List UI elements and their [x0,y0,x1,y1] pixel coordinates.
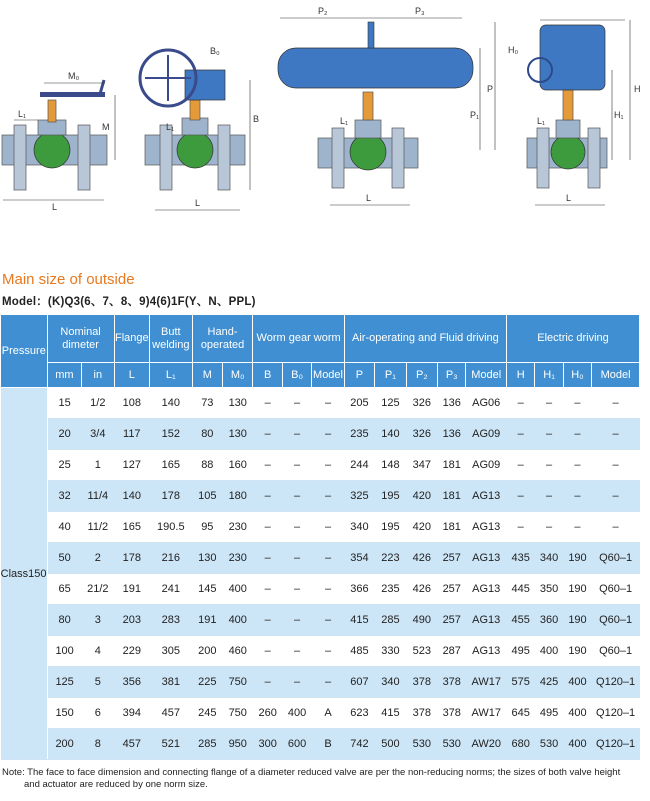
subheader-cell: H [507,363,535,388]
table-cell: 95 [192,512,222,543]
table-cell: 415 [344,605,374,636]
subheader-cell: H₀ [563,363,591,388]
dim-b: B [253,114,260,124]
table-cell: 165 [150,450,193,481]
table-cell: 400 [282,698,311,729]
table-cell: 190 [563,636,591,667]
table-cell: 178 [150,481,193,512]
table-cell: Q60–1 [592,605,640,636]
table-cell: 623 [344,698,374,729]
table-row [1,729,640,760]
table-cell: 245 [192,698,222,729]
worm-gear-drawing [140,46,259,210]
table-cell: – [535,419,563,450]
table-cell: 230 [223,543,253,574]
table-cell: – [592,388,640,419]
table-cell: 495 [507,636,535,667]
table-cell: 181 [438,512,466,543]
table-cell: 394 [114,698,149,729]
table-cell: 181 [438,481,466,512]
table-cell: 326 [406,419,437,450]
dim-p3: P₃ [415,6,425,16]
subheader-cell: Model [312,363,344,388]
table-cell: – [507,388,535,419]
table-cell: – [253,667,282,698]
table-cell: – [282,481,311,512]
table-cell: 80 [47,605,81,636]
table-cell: – [282,605,311,636]
footnote-line-1: Note: The face to face dimension and connecting flange of a diameter reduced valve are per the non-reducing norms; the sizes of both valve height [2,767,621,778]
table-cell: 40 [47,512,81,543]
table-row [1,574,640,605]
table-cell: 257 [438,574,466,605]
dim-l1: L₁ [166,122,175,132]
table-cell: – [312,574,344,605]
table-cell: AG09 [466,450,507,481]
electric-drawing [508,20,641,205]
table-cell: 8 [82,729,114,760]
table-cell: 485 [344,636,374,667]
table-cell: – [563,481,591,512]
table-cell: 378 [406,667,437,698]
table-cell: 400 [563,729,591,760]
table-cell: AG06 [466,388,507,419]
hand-operated-drawing [2,71,115,212]
subheader-cell: B₀ [282,363,311,388]
table-cell: 457 [150,698,193,729]
table-cell: 523 [406,636,437,667]
table-cell: – [253,605,282,636]
table-cell: – [253,481,282,512]
table-cell: – [253,543,282,574]
dim-p: P [487,84,494,94]
table-row [1,636,640,667]
dimension-table [0,314,640,760]
table-cell: – [507,450,535,481]
table-cell: 15 [47,388,81,419]
table-cell: 260 [253,698,282,729]
table-cell: 229 [114,636,149,667]
table-cell: AG13 [466,605,507,636]
model-line: Model：(K)Q3(6、7、8、9)4(6)1F(Y、N、PPL) [2,296,256,308]
dim-l: L [52,202,58,212]
header-air: Air-operating and Fluid driving [344,315,506,363]
table-cell: – [282,574,311,605]
table-cell: 244 [344,450,374,481]
table-cell: 241 [150,574,193,605]
table-cell: 190.5 [150,512,193,543]
dim-p2: P₂ [318,6,328,16]
table-cell: AW17 [466,698,507,729]
table-cell: 347 [406,450,437,481]
table-cell: 190 [563,543,591,574]
table-cell: 178 [114,543,149,574]
table-cell: 117 [114,419,149,450]
subheader-cell: M [192,363,222,388]
table-cell: 25 [47,450,81,481]
table-cell: 257 [438,605,466,636]
table-cell: 11/2 [82,512,114,543]
table-cell: 400 [223,605,253,636]
dim-m: M [102,122,110,132]
table-cell: 203 [114,605,149,636]
table-cell: – [282,512,311,543]
table-cell: 6 [82,698,114,729]
table-cell: 50 [47,543,81,574]
table-cell: AW20 [466,729,507,760]
subheader-cell: B [253,363,282,388]
dim-m0: M₀ [68,71,80,81]
footnote [2,767,647,791]
table-cell: 340 [535,543,563,574]
table-cell: – [282,543,311,574]
table-cell: 680 [507,729,535,760]
table-row [1,419,640,450]
table-cell: 490 [406,605,437,636]
table-cell: Q60–1 [592,574,640,605]
table-cell: – [312,636,344,667]
table-cell: 88 [192,450,222,481]
table-cell: – [535,388,563,419]
table-cell: 378 [438,667,466,698]
table-cell: – [507,512,535,543]
table-cell: 140 [150,388,193,419]
table-cell: – [563,450,591,481]
subheader-cell: in [82,363,114,388]
table-cell: 136 [438,388,466,419]
subheader-cell: P₁ [375,363,406,388]
table-cell: – [312,512,344,543]
table-row [1,698,640,729]
table-cell: Q60–1 [592,636,640,667]
table-cell: 20 [47,419,81,450]
subheader-cell: L [114,363,149,388]
table-cell: 378 [438,698,466,729]
table-cell: – [563,512,591,543]
table-cell: 195 [375,481,406,512]
table-cell: 73 [192,388,222,419]
table-cell: 165 [114,512,149,543]
table-cell: – [253,574,282,605]
table-cell: 191 [192,605,222,636]
table-cell: 1 [82,450,114,481]
subheader-cell: H₁ [535,363,563,388]
table-cell: 108 [114,388,149,419]
table-cell: AG13 [466,512,507,543]
table-cell: – [282,419,311,450]
table-cell: 130 [223,419,253,450]
table-cell: 1/2 [82,388,114,419]
table-cell: 607 [344,667,374,698]
table-cell: – [563,388,591,419]
table-cell: 3 [82,605,114,636]
table-cell: 530 [406,729,437,760]
subheader-cell: Model [466,363,507,388]
header-flange: Flange [114,315,149,363]
table-cell: 950 [223,729,253,760]
table-cell: 300 [253,729,282,760]
table-cell: AW17 [466,667,507,698]
pressure-class: Class150 [1,388,48,760]
table-cell: – [535,512,563,543]
table-cell: 415 [375,698,406,729]
table-cell: 205 [344,388,374,419]
dim-l1: L₁ [537,116,546,126]
dim-l: L [566,193,572,203]
table-cell: 356 [114,667,149,698]
table-cell: 230 [223,512,253,543]
table-cell: 420 [406,481,437,512]
table-row [1,543,640,574]
table-cell: – [312,419,344,450]
table-cell: 200 [192,636,222,667]
table-cell: 366 [344,574,374,605]
table-cell: 530 [438,729,466,760]
section-title: Main size of outside [2,271,135,288]
subheader-cell: P [344,363,374,388]
table-cell: 742 [344,729,374,760]
table-row [1,388,640,419]
table-cell: 223 [375,543,406,574]
dim-l: L [195,198,201,208]
table-cell: 65 [47,574,81,605]
subheader-cell: M₀ [223,363,253,388]
table-cell: 750 [223,667,253,698]
table-cell: 400 [563,667,591,698]
table-cell: 235 [344,419,374,450]
table-cell: – [563,419,591,450]
table-cell: AG13 [466,481,507,512]
table-cell: 100 [47,636,81,667]
table-cell: 340 [344,512,374,543]
table-cell: – [592,481,640,512]
table-cell: 140 [375,419,406,450]
subheader-cell: Model [592,363,640,388]
table-row [1,512,640,543]
table-cell: 287 [438,636,466,667]
table-cell: 750 [223,698,253,729]
table-cell: – [535,450,563,481]
table-row [1,667,640,698]
table-cell: 148 [375,450,406,481]
table-cell: 400 [535,636,563,667]
table-cell: 225 [192,667,222,698]
table-cell: 460 [223,636,253,667]
header-hand: Hand-operated [192,315,253,363]
table-cell: – [312,481,344,512]
subheader-cell: P₂ [406,363,437,388]
table-cell: B [312,729,344,760]
table-cell: 500 [375,729,406,760]
table-cell: 190 [563,605,591,636]
header-nominal: Nominal dimeter [47,315,114,363]
table-cell: 521 [150,729,193,760]
table-cell: 285 [375,605,406,636]
table-cell: – [312,667,344,698]
table-cell: 195 [375,512,406,543]
table-cell: Q120–1 [592,698,640,729]
table-cell: 378 [406,698,437,729]
table-cell: Q60–1 [592,543,640,574]
table-cell: 150 [47,698,81,729]
footnote-line-2: and actuator are reduced by one norm size. [24,779,208,790]
table-cell: 180 [223,481,253,512]
table-cell: 360 [535,605,563,636]
subheader-cell: P₃ [438,363,466,388]
table-cell: AG13 [466,574,507,605]
table-cell: – [507,419,535,450]
dim-h: H [634,84,641,94]
table-cell: 5 [82,667,114,698]
table-cell: – [592,450,640,481]
table-cell: 125 [375,388,406,419]
table-cell: 457 [114,729,149,760]
table-cell: 325 [344,481,374,512]
table-cell: 350 [535,574,563,605]
table-cell: 645 [507,698,535,729]
dim-p1: P₁ [470,110,480,120]
table-cell: – [253,636,282,667]
table-cell: Q120–1 [592,667,640,698]
table-row [1,605,640,636]
table-cell: A [312,698,344,729]
table-cell: – [282,388,311,419]
table-cell: – [507,481,535,512]
table-cell: 4 [82,636,114,667]
table-cell: 160 [223,450,253,481]
table-cell: 32 [47,481,81,512]
table-cell: 191 [114,574,149,605]
table-cell: – [312,543,344,574]
table-cell: – [253,450,282,481]
table-cell: AG09 [466,419,507,450]
dim-h0: H₀ [508,45,519,55]
table-cell: – [312,388,344,419]
table-cell: 420 [406,512,437,543]
table-cell: – [535,481,563,512]
table-cell: 326 [406,388,437,419]
table-cell: 530 [535,729,563,760]
table-cell: 340 [375,667,406,698]
table-cell: AG13 [466,636,507,667]
dim-l1: L₁ [18,109,27,119]
valve-drawings [0,0,650,215]
table-cell: 426 [406,574,437,605]
table-cell: 455 [507,605,535,636]
table-cell: AG13 [466,543,507,574]
pneumatic-drawing [278,6,495,205]
table-cell: 2 [82,543,114,574]
dim-l1: L₁ [340,116,349,126]
table-cell: 127 [114,450,149,481]
table-cell: 3/4 [82,419,114,450]
table-cell: 400 [563,698,591,729]
table-cell: – [253,419,282,450]
table-cell: 235 [375,574,406,605]
table-cell: 11/4 [82,481,114,512]
table-cell: 145 [192,574,222,605]
table-cell: – [312,605,344,636]
table-cell: – [282,667,311,698]
table-cell: 305 [150,636,193,667]
header-worm: Worm gear worm [253,315,344,363]
table-cell: 216 [150,543,193,574]
table-cell: 181 [438,450,466,481]
table-cell: 130 [192,543,222,574]
table-cell: 80 [192,419,222,450]
table-cell: 495 [535,698,563,729]
table-cell: 136 [438,419,466,450]
table-cell: 354 [344,543,374,574]
dim-h1: H₁ [614,110,624,120]
table-cell: 257 [438,543,466,574]
table-cell: 445 [507,574,535,605]
header-butt: Butt welding [150,315,193,363]
table-cell: – [312,450,344,481]
table-cell: 425 [535,667,563,698]
table-cell: 426 [406,543,437,574]
table-cell: – [592,512,640,543]
table-cell: 105 [192,481,222,512]
table-cell: 435 [507,543,535,574]
table-cell: 600 [282,729,311,760]
table-row [1,450,640,481]
header-electric: Electric driving [507,315,640,363]
table-cell: 130 [223,388,253,419]
table-cell: – [592,419,640,450]
table-cell: Q120–1 [592,729,640,760]
table-cell: 200 [47,729,81,760]
table-row [1,481,640,512]
table-cell: 330 [375,636,406,667]
dim-l: L [366,193,372,203]
table-cell: 400 [223,574,253,605]
subheader-cell: L₁ [150,363,193,388]
dim-b0: B₀ [210,46,220,56]
table-cell: 152 [150,419,193,450]
table-cell: 285 [192,729,222,760]
table-cell: – [253,512,282,543]
table-cell: 125 [47,667,81,698]
table-cell: 381 [150,667,193,698]
table-cell: – [282,450,311,481]
table-cell: – [282,636,311,667]
subheader-cell: mm [47,363,81,388]
table-cell: 21/2 [82,574,114,605]
table-cell: – [253,388,282,419]
table-cell: 283 [150,605,193,636]
table-cell: 190 [563,574,591,605]
header-pressure: Pressure [1,315,48,388]
table-cell: 575 [507,667,535,698]
table-cell: 140 [114,481,149,512]
